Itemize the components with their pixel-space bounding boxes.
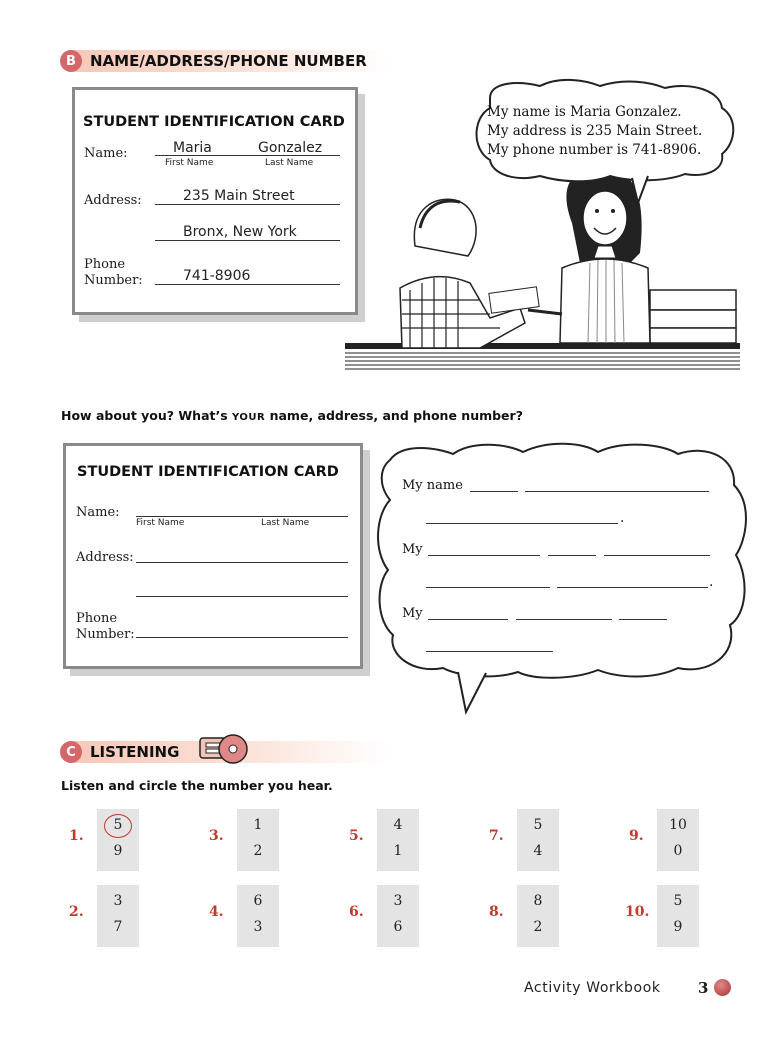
choice-bottom[interactable]: 9 [673, 919, 683, 935]
blank-line[interactable] [604, 555, 710, 556]
page-dot-icon [714, 979, 731, 996]
card-title: STUDENT IDENTIFICATION CARD [83, 114, 345, 130]
card-title: STUDENT IDENTIFICATION CARD [77, 464, 339, 480]
address-line2 [155, 240, 340, 241]
item-number: 8. [489, 904, 504, 920]
speech1-line1: My name is Maria Gonzalez. [487, 104, 682, 120]
my-name-label: My name [402, 478, 463, 493]
choice-top[interactable]: 3 [393, 893, 403, 909]
phone-input-line[interactable] [136, 637, 348, 638]
my-label-2: My [402, 606, 423, 621]
blank-line[interactable] [426, 523, 618, 524]
item-number: 1. [69, 828, 84, 844]
last-name-caption: Last Name [265, 158, 314, 168]
speech1-line3: My phone number is 741-8906. [487, 142, 702, 158]
blank-line[interactable] [426, 651, 553, 652]
section-title: NAME/ADDRESS/PHONE NUMBER [90, 52, 367, 70]
id-card-example [72, 87, 358, 315]
blank-line[interactable] [428, 619, 508, 620]
period: . [709, 574, 714, 590]
number-choices [377, 885, 419, 947]
section-letter-badge: B [60, 50, 82, 72]
number-label: Number: [84, 273, 143, 288]
item-number: 6. [349, 904, 364, 920]
address-label: Address: [84, 193, 142, 208]
item-number: 3. [209, 828, 224, 844]
choice-top[interactable]: 3 [113, 893, 123, 909]
phone-value: 741-8906 [183, 268, 251, 284]
number-choices [517, 885, 559, 947]
phone-line [155, 284, 340, 285]
address-line2-value: Bronx, New York [183, 224, 297, 240]
choice-top[interactable]: 5 [113, 817, 123, 833]
address-line1 [155, 204, 340, 205]
speech1-line2: My address is 235 Main Street. [487, 123, 703, 139]
first-name-caption: First Name [165, 158, 214, 168]
address-label: Address: [76, 550, 134, 565]
audio-cd-icon [197, 732, 253, 766]
number-choices [377, 809, 419, 871]
number-choices [97, 885, 139, 947]
name-label: Name: [84, 146, 128, 161]
address-input-line1[interactable] [136, 562, 348, 563]
first-name-value: Maria [173, 140, 212, 156]
blank-line[interactable] [619, 619, 667, 620]
choice-bottom[interactable]: 4 [533, 843, 543, 859]
number-label: Number: [76, 627, 135, 642]
name-label: Name: [76, 505, 120, 520]
item-number: 7. [489, 828, 504, 844]
man-figure [400, 199, 562, 348]
listening-instructions: Listen and circle the number you hear. [61, 778, 333, 793]
blank-line[interactable] [525, 491, 709, 492]
choice-bottom[interactable]: 0 [673, 843, 683, 859]
blank-line[interactable] [516, 619, 612, 620]
address-input-line2[interactable] [136, 596, 348, 597]
item-number: 9. [629, 828, 644, 844]
my-label-1: My [402, 542, 423, 557]
choice-top[interactable]: 1 [253, 817, 263, 833]
blank-line[interactable] [548, 555, 596, 556]
question-part2: name, address, and phone number? [265, 408, 523, 423]
number-choices [237, 885, 279, 947]
choice-top[interactable]: 6 [253, 893, 263, 909]
counter-front [345, 353, 740, 369]
item-number: 5. [349, 828, 364, 844]
number-choices [657, 809, 699, 871]
speech-tail-2 [458, 672, 486, 712]
number-choices [657, 885, 699, 947]
blank-line[interactable] [426, 587, 550, 588]
choice-top[interactable]: 5 [673, 893, 683, 909]
personal-question [61, 408, 523, 423]
number-choices [97, 809, 139, 871]
section-b-header [60, 50, 367, 72]
section-letter-badge: C [60, 741, 82, 763]
section-c-header [60, 741, 179, 763]
choice-bottom[interactable]: 7 [113, 919, 123, 935]
first-name-caption: First Name [136, 518, 185, 528]
number-choices [517, 809, 559, 871]
question-smallcaps: YOUR [232, 412, 266, 423]
item-number: 2. [69, 904, 84, 920]
choice-top[interactable]: 5 [533, 817, 543, 833]
blank-line[interactable] [428, 555, 540, 556]
choice-top[interactable]: 8 [533, 893, 543, 909]
id-card-blank [63, 443, 363, 669]
name-line [155, 155, 340, 156]
page-number: 3 [698, 979, 709, 997]
name-input-line[interactable] [136, 516, 348, 517]
choice-bottom[interactable]: 2 [533, 919, 543, 935]
choice-bottom[interactable]: 9 [113, 843, 123, 859]
footer-label: Activity Workbook [524, 980, 661, 996]
choice-bottom[interactable]: 1 [393, 843, 403, 859]
last-name-caption: Last Name [261, 518, 310, 528]
blank-line[interactable] [557, 587, 708, 588]
file-trays [650, 290, 736, 343]
address-line1-value: 235 Main Street [183, 188, 295, 204]
choice-bottom[interactable]: 6 [393, 919, 403, 935]
question-part1: How about you? What’s [61, 408, 233, 423]
number-choices [237, 809, 279, 871]
choice-bottom[interactable]: 2 [253, 843, 263, 859]
phone-label: Phone [84, 257, 126, 272]
item-number: 4. [209, 904, 224, 920]
phone-label: Phone [76, 611, 118, 626]
section-title: LISTENING [90, 743, 180, 761]
choice-top[interactable]: 10 [669, 817, 687, 833]
choice-bottom[interactable]: 3 [253, 919, 263, 935]
period: . [620, 510, 625, 526]
last-name-value: Gonzalez [258, 140, 323, 156]
blank-line[interactable] [470, 491, 518, 492]
item-number: 10. [625, 904, 650, 920]
choice-top[interactable]: 4 [393, 817, 403, 833]
